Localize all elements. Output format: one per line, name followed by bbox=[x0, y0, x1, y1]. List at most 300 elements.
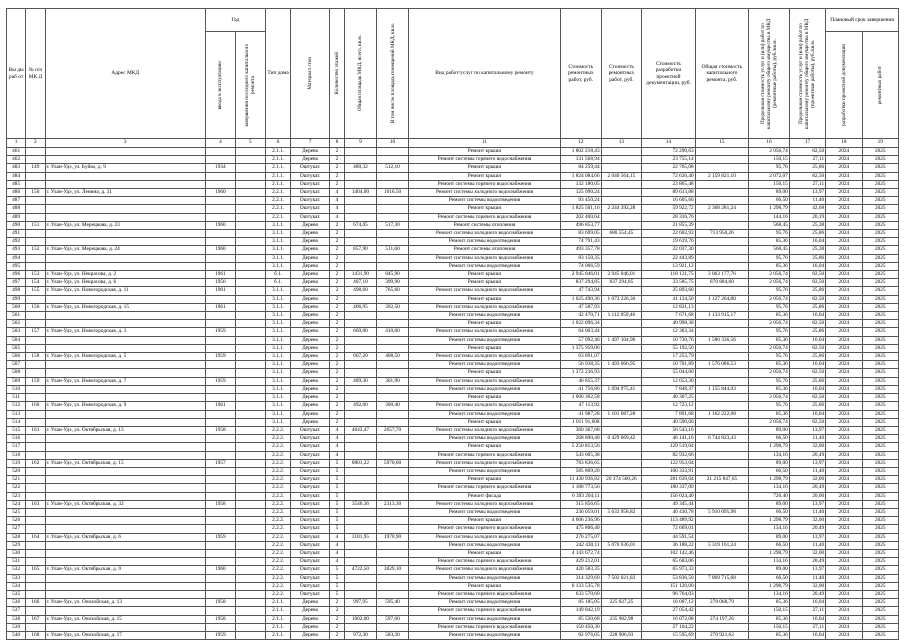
cell-total-area bbox=[344, 508, 376, 516]
cell-wall-material: Дерево bbox=[291, 615, 330, 623]
cell-house-type: 2.2.2. bbox=[265, 590, 291, 598]
cell-deadline-design: 2024 bbox=[826, 156, 862, 164]
cell-deadline-design: 2024 bbox=[826, 533, 862, 541]
cell-work-type: Ремонт системы холодного водоснабжения bbox=[409, 254, 561, 262]
cell-deadline-repair: 2025 bbox=[862, 221, 898, 229]
cell-floors: 2 bbox=[329, 385, 344, 393]
cell-year-repair bbox=[235, 623, 265, 631]
cell-mkd-number: 161 bbox=[26, 426, 45, 434]
cell-repair-cost: 74 791,43 bbox=[560, 238, 601, 246]
cell-work-type: Ремонт крыши bbox=[409, 295, 561, 303]
cell-limit-design: 25,86 bbox=[789, 287, 825, 295]
cell-repair-cost: 46 855,37 bbox=[560, 377, 601, 385]
cell-premises-area bbox=[377, 213, 409, 221]
cell-premises-area: 517,30 bbox=[377, 221, 409, 229]
cell-work-type: Ремонт системы холодного водоснабжения bbox=[409, 566, 561, 574]
cell-mkd-number bbox=[26, 336, 45, 344]
cell-design-cost: 10 701,89 bbox=[642, 361, 695, 369]
cell-address bbox=[45, 410, 205, 418]
cell-design-cost: 12 723,12 bbox=[642, 402, 695, 410]
cell-total-area: 1404,00 bbox=[344, 189, 376, 197]
cell-year-repair bbox=[235, 148, 265, 156]
cell-row-number: 484 bbox=[7, 172, 26, 180]
cell-address: г. Улан-Удэ, ул. Новогородская, д. 9 bbox=[45, 402, 205, 410]
cell-floors: 2 bbox=[329, 599, 344, 607]
cell-mkd-number: 150 bbox=[26, 189, 45, 197]
cell-year-commission bbox=[205, 254, 235, 262]
cell-repair-cost: 242 430,11 bbox=[560, 541, 601, 549]
cell-deadline-repair: 2025 bbox=[862, 484, 898, 492]
cell-limit-repair: 89,00 bbox=[749, 566, 790, 574]
cell-total-cost bbox=[695, 590, 748, 598]
cell-floors: 4 bbox=[329, 533, 344, 541]
cell-deadline-repair: 2025 bbox=[862, 213, 898, 221]
cell-wall-material: Оштукат. bbox=[291, 500, 330, 508]
cell-repair-cost: 1 180 773,56 bbox=[560, 484, 601, 492]
cell-year-repair bbox=[235, 328, 265, 336]
table-row bbox=[7, 615, 899, 623]
column-number: 13 bbox=[601, 139, 642, 148]
table-row bbox=[7, 287, 899, 295]
cell-design-cost: 151 120,00 bbox=[642, 582, 695, 590]
cell-repair-cost: 74 066,59 bbox=[560, 262, 601, 270]
cell-mkd-number bbox=[26, 238, 45, 246]
cell-floors: 2 bbox=[329, 402, 344, 410]
cell-repair-cost-total bbox=[601, 189, 642, 197]
cell-mkd-number bbox=[26, 148, 45, 156]
cell-address: г. Улан-Удэ, ул. Мерецкова, д. 24 bbox=[45, 246, 205, 254]
cell-deadline-design: 2024 bbox=[826, 164, 862, 172]
cell-repair-cost: 420 583,35 bbox=[560, 566, 601, 574]
cell-floors: 5 bbox=[329, 467, 344, 475]
cell-year-repair bbox=[235, 517, 265, 525]
cell-mkd-number bbox=[26, 180, 45, 188]
cell-year-repair bbox=[235, 271, 265, 279]
cell-year-commission: 1959 bbox=[205, 328, 235, 336]
table-row bbox=[7, 574, 899, 582]
cell-deadline-repair: 2025 bbox=[862, 303, 898, 311]
cell-design-cost: 12 831,13 bbox=[642, 303, 695, 311]
cell-row-number: 540 bbox=[7, 631, 26, 639]
cell-wall-material: Дерево bbox=[291, 607, 330, 615]
cell-design-cost: 55 044,00 bbox=[642, 369, 695, 377]
cell-limit-design: 25,86 bbox=[789, 353, 825, 361]
cell-deadline-design: 2024 bbox=[826, 287, 862, 295]
cell-house-type: 2.2.2. bbox=[265, 533, 291, 541]
cell-work-type: Ремонт системы водоотведения bbox=[409, 467, 561, 475]
cell-repair-cost: 93 450,24 bbox=[560, 197, 601, 205]
table-row bbox=[7, 303, 899, 311]
cell-limit-design: 82,50 bbox=[789, 369, 825, 377]
cell-work-type: Ремонт системы горячего водоснабжения bbox=[409, 607, 561, 615]
cell-repair-cost: 41 756,86 bbox=[560, 385, 601, 393]
cell-limit-design: 32,00 bbox=[789, 517, 825, 525]
cell-row-number: 500 bbox=[7, 303, 26, 311]
table-row bbox=[7, 476, 899, 484]
cell-deadline-repair: 2025 bbox=[862, 312, 898, 320]
cell-limit-repair: 95,76 bbox=[749, 377, 790, 385]
cell-total-cost bbox=[695, 213, 748, 221]
cell-total-area bbox=[344, 590, 376, 598]
cell-design-cost: 36 188,22 bbox=[642, 541, 695, 549]
cell-house-type: 3.1.1. bbox=[265, 221, 291, 229]
cell-year-repair bbox=[235, 205, 265, 213]
cell-limit-design: 20,49 bbox=[789, 558, 825, 566]
cell-house-type: 3.1.1. bbox=[265, 320, 291, 328]
cell-repair-cost-total bbox=[601, 262, 642, 270]
cell-premises-area: 399,90 bbox=[377, 279, 409, 287]
cell-year-commission bbox=[205, 205, 235, 213]
cell-total-cost: 5 910 095,98 bbox=[695, 508, 748, 516]
cell-work-type: Ремонт системы водоотведения bbox=[409, 262, 561, 270]
cell-total-cost bbox=[695, 566, 748, 574]
cell-floors: 2 bbox=[329, 287, 344, 295]
cell-repair-cost: 131 568,94 bbox=[560, 156, 601, 164]
cell-floors: 2 bbox=[329, 164, 344, 172]
cell-repair-cost: 268 890,40 bbox=[560, 435, 601, 443]
cell-wall-material: Дерево bbox=[291, 631, 330, 639]
cell-wall-material: Дерево bbox=[291, 320, 330, 328]
cell-limit-repair: 2 056,74 bbox=[749, 271, 790, 279]
cell-floors: 4 bbox=[329, 558, 344, 566]
cell-year-repair bbox=[235, 426, 265, 434]
cell-total-cost bbox=[695, 320, 748, 328]
cell-total-cost bbox=[695, 148, 748, 156]
cell-total-area: 1431,90 bbox=[344, 271, 376, 279]
cell-limit-repair: 85,36 bbox=[749, 385, 790, 393]
cell-wall-material: Дерево bbox=[291, 344, 330, 352]
cell-limit-design: 25,86 bbox=[789, 164, 825, 172]
cell-deadline-repair: 2025 bbox=[862, 246, 898, 254]
cell-mkd-number: 156 bbox=[26, 303, 45, 311]
cell-floors: 2 bbox=[329, 607, 344, 615]
cell-total-area: 3546,36 bbox=[344, 500, 376, 508]
cell-repair-cost-total: 5 070 636,01 bbox=[601, 541, 642, 549]
cell-total-cost bbox=[695, 344, 748, 352]
cell-repair-cost-total bbox=[601, 402, 642, 410]
cell-work-type: Ремонт системы горячего водоснабжения bbox=[409, 484, 561, 492]
cell-year-repair bbox=[235, 508, 265, 516]
cell-work-type: Ремонт системы холодного водоснабжения bbox=[409, 533, 561, 541]
cell-address bbox=[45, 623, 205, 631]
table-row bbox=[7, 549, 899, 557]
cell-premises-area bbox=[377, 205, 409, 213]
table-row bbox=[7, 385, 899, 393]
cell-deadline-design: 2024 bbox=[826, 369, 862, 377]
cell-repair-cost-total bbox=[601, 517, 642, 525]
cell-year-commission bbox=[205, 385, 235, 393]
cell-deadline-repair: 2025 bbox=[862, 451, 898, 459]
table-row bbox=[7, 295, 899, 303]
cell-address: г. Улан-Удэ, ул. Новогородская, д. 3 bbox=[45, 328, 205, 336]
cell-row-number: 461 bbox=[7, 148, 26, 156]
table-row bbox=[7, 238, 899, 246]
cell-house-type: 2.1.1. bbox=[265, 164, 291, 172]
cell-deadline-repair: 2025 bbox=[862, 517, 898, 525]
cell-wall-material: Оштукат. bbox=[291, 574, 330, 582]
cell-total-area bbox=[344, 180, 376, 188]
cell-limit-repair: 150,15 bbox=[749, 623, 790, 631]
cell-limit-design: 11,40 bbox=[789, 574, 825, 582]
cell-repair-cost: 63 891,07 bbox=[560, 353, 601, 361]
cell-row-number: 516 bbox=[7, 435, 26, 443]
cell-year-commission bbox=[205, 336, 235, 344]
cell-address bbox=[45, 369, 205, 377]
table-row bbox=[7, 443, 899, 451]
cell-year-commission bbox=[205, 410, 235, 418]
cell-floors: 5 bbox=[329, 508, 344, 516]
cell-limit-repair: 726,40 bbox=[749, 492, 790, 500]
cell-repair-cost: 47 743,94 bbox=[560, 287, 601, 295]
cell-premises-area bbox=[377, 369, 409, 377]
cell-deadline-design: 2024 bbox=[826, 467, 862, 475]
cell-row-number: 504 bbox=[7, 336, 26, 344]
cell-wall-material: Оштукат. bbox=[291, 189, 330, 197]
cell-row-number: 487 bbox=[7, 197, 26, 205]
cell-design-cost: 72 290,63 bbox=[642, 148, 695, 156]
cell-house-type: 3.1.1. bbox=[265, 385, 291, 393]
table-row bbox=[7, 418, 899, 426]
cell-house-type: 3.1.1. bbox=[265, 336, 291, 344]
cell-design-cost: 72 669,01 bbox=[642, 525, 695, 533]
cell-repair-cost-total bbox=[601, 566, 642, 574]
cell-deadline-design: 2024 bbox=[826, 631, 862, 639]
cell-repair-cost: 585 809,20 bbox=[560, 467, 601, 475]
cell-deadline-design: 2024 bbox=[826, 303, 862, 311]
cell-premises-area: 583,30 bbox=[377, 631, 409, 639]
cell-deadline-design: 2024 bbox=[826, 607, 862, 615]
column-number: 14 bbox=[642, 139, 695, 148]
cell-deadline-repair: 2025 bbox=[862, 558, 898, 566]
cell-total-cost bbox=[695, 377, 748, 385]
cell-deadline-repair: 2025 bbox=[862, 566, 898, 574]
cell-address bbox=[45, 385, 205, 393]
cell-year-commission: 1960 bbox=[205, 566, 235, 574]
cell-wall-material: Оштукат. bbox=[291, 484, 330, 492]
cell-address bbox=[45, 574, 205, 582]
cell-total-area bbox=[344, 418, 376, 426]
cell-total-area bbox=[344, 476, 376, 484]
table-row bbox=[7, 262, 899, 270]
cell-address bbox=[45, 443, 205, 451]
cell-design-cost: 21 855,39 bbox=[642, 221, 695, 229]
cell-deadline-repair: 2025 bbox=[862, 180, 898, 188]
cell-deadline-design: 2024 bbox=[826, 172, 862, 180]
cell-floors: 5 bbox=[329, 517, 344, 525]
cell-limit-repair: 95,76 bbox=[749, 402, 790, 410]
cell-deadline-design: 2024 bbox=[826, 295, 862, 303]
cell-limit-repair: 66,50 bbox=[749, 197, 790, 205]
cell-row-number: 522 bbox=[7, 484, 26, 492]
cell-repair-cost-total bbox=[601, 344, 642, 352]
cell-house-type: 2.2.2. bbox=[265, 435, 291, 443]
cell-limit-repair: 2 072,07 bbox=[749, 172, 790, 180]
cell-deadline-design: 2024 bbox=[826, 213, 862, 221]
cell-year-repair bbox=[235, 459, 265, 467]
cell-premises-area: 2657,70 bbox=[377, 426, 409, 434]
cell-row-number: 462 bbox=[7, 156, 26, 164]
cell-mkd-number bbox=[26, 484, 45, 492]
cell-mkd-number bbox=[26, 590, 45, 598]
cell-limit-repair: 150,15 bbox=[749, 156, 790, 164]
cell-work-type: Ремонт системы холодного водоснабжения bbox=[409, 459, 561, 467]
cell-design-cost: 40 430,78 bbox=[642, 508, 695, 516]
cell-repair-cost-total bbox=[601, 303, 642, 311]
cell-deadline-design: 2024 bbox=[826, 402, 862, 410]
cell-deadline-repair: 2025 bbox=[862, 402, 898, 410]
cell-design-cost: 89 613,88 bbox=[642, 189, 695, 197]
cell-house-type: 3.1.1. bbox=[265, 303, 291, 311]
cell-premises-area bbox=[377, 418, 409, 426]
cell-address: г. Улан-Удэ, ул. Октябрьская, д. 32 bbox=[45, 500, 205, 508]
table-row bbox=[7, 336, 899, 344]
cell-year-commission: 1960 bbox=[205, 189, 235, 197]
cell-total-cost: 7 869 715,68 bbox=[695, 574, 748, 582]
cell-house-type: 2.2.2. bbox=[265, 566, 291, 574]
cell-year-commission bbox=[205, 607, 235, 615]
cell-limit-repair: 1 298,79 bbox=[749, 205, 790, 213]
cell-work-type: Ремонт системы водоотведения bbox=[409, 312, 561, 320]
header-year-commission: ввода в эксплуатацию bbox=[205, 32, 235, 139]
cell-work-type: Ремонт системы горячего водоснабжения bbox=[409, 623, 561, 631]
cell-design-cost: 65 603,06 bbox=[642, 558, 695, 566]
cell-year-repair bbox=[235, 172, 265, 180]
cell-limit-design: 82,50 bbox=[789, 148, 825, 156]
cell-total-area: 489,30 bbox=[344, 377, 376, 385]
cell-mkd-number bbox=[26, 254, 45, 262]
cell-premises-area: 1016,50 bbox=[377, 189, 409, 197]
cell-year-repair bbox=[235, 492, 265, 500]
cell-row-number: 506 bbox=[7, 353, 26, 361]
cell-work-type: Ремонт системы холодного водоснабжения bbox=[409, 377, 561, 385]
cell-floors: 2 bbox=[329, 623, 344, 631]
cell-deadline-design: 2024 bbox=[826, 353, 862, 361]
cell-premises-area bbox=[377, 467, 409, 475]
table-row bbox=[7, 254, 899, 262]
cell-year-repair bbox=[235, 262, 265, 270]
cell-total-cost bbox=[695, 303, 748, 311]
cell-row-number: 496 bbox=[7, 271, 26, 279]
cell-deadline-design: 2024 bbox=[826, 254, 862, 262]
cell-year-commission: 1957 bbox=[205, 459, 235, 467]
cell-repair-cost: 83 699,05 bbox=[560, 230, 601, 238]
cell-row-number: 511 bbox=[7, 394, 26, 402]
cell-wall-material: Оштукат. bbox=[291, 451, 330, 459]
cell-wall-material: Дерево bbox=[291, 279, 330, 287]
cell-year-repair bbox=[235, 582, 265, 590]
cell-floors: 5 bbox=[329, 492, 344, 500]
cell-design-cost: 40 367,25 bbox=[642, 394, 695, 402]
cell-total-area bbox=[344, 525, 376, 533]
cell-wall-material: Оштукат. bbox=[291, 558, 330, 566]
cell-repair-cost-total: 1 094 975,41 bbox=[601, 385, 642, 393]
cell-work-type: Ремонт крыши bbox=[409, 517, 561, 525]
cell-repair-cost-total: 1 112 059,46 bbox=[601, 312, 642, 320]
cell-year-repair bbox=[235, 361, 265, 369]
cell-mkd-number: 163 bbox=[26, 500, 45, 508]
cell-mkd-number: 166 bbox=[26, 599, 45, 607]
cell-limit-design: 16,04 bbox=[789, 631, 825, 639]
cell-repair-cost: 496 853,77 bbox=[560, 221, 601, 229]
cell-total-cost bbox=[695, 246, 748, 254]
cell-wall-material: Дерево bbox=[291, 254, 330, 262]
cell-floors: 2 bbox=[329, 361, 344, 369]
cell-mkd-number bbox=[26, 361, 45, 369]
cell-total-cost: 1 155 844,03 bbox=[695, 385, 748, 393]
cell-premises-area bbox=[377, 230, 409, 238]
cell-design-cost: 22 765,08 bbox=[642, 164, 695, 172]
cell-address: г. Улан-Удэ, ул. Октябрьская, д. 9 bbox=[45, 566, 205, 574]
table-row bbox=[7, 320, 899, 328]
table-row bbox=[7, 623, 899, 631]
cell-repair-cost-total bbox=[601, 287, 642, 295]
cell-limit-design: 25,38 bbox=[789, 246, 825, 254]
cell-limit-repair: 95,76 bbox=[749, 287, 790, 295]
cell-year-repair bbox=[235, 615, 265, 623]
cell-total-area: 674,05 bbox=[344, 221, 376, 229]
cell-deadline-design: 2024 bbox=[826, 500, 862, 508]
cell-total-cost bbox=[695, 402, 748, 410]
cell-wall-material: Оштукат. bbox=[291, 492, 330, 500]
cell-year-commission bbox=[205, 238, 235, 246]
cell-repair-cost: 1 025 490,36 bbox=[560, 295, 601, 303]
cell-repair-cost: 41 987,28 bbox=[560, 410, 601, 418]
cell-mkd-number: 151 bbox=[26, 221, 45, 229]
header-wall-material: Материал стен bbox=[291, 9, 330, 139]
cell-house-type: 3.1.1. bbox=[265, 394, 291, 402]
cell-work-type: Ремонт системы водоотведения bbox=[409, 541, 561, 549]
cell-deadline-repair: 2025 bbox=[862, 148, 898, 156]
cell-design-cost: 19 619,76 bbox=[642, 238, 695, 246]
cell-repair-cost: 429 212,01 bbox=[560, 558, 601, 566]
cell-address: г. Улан-Удэ, ул. Некрасова, д. 6 bbox=[45, 279, 205, 287]
cell-limit-design: 82,50 bbox=[789, 279, 825, 287]
cell-floors: 4 bbox=[329, 435, 344, 443]
cell-year-commission: 1961 bbox=[205, 402, 235, 410]
cell-total-area: 406,95 bbox=[344, 303, 376, 311]
cell-wall-material: Оштукат. bbox=[291, 426, 330, 434]
cell-total-area bbox=[344, 541, 376, 549]
cell-wall-material: Оштукат. bbox=[291, 213, 330, 221]
cell-limit-design: 25,86 bbox=[789, 402, 825, 410]
table-row bbox=[7, 541, 899, 549]
cell-row-number: 508 bbox=[7, 369, 26, 377]
cell-row-number: 517 bbox=[7, 443, 26, 451]
cell-wall-material: Оштукат. bbox=[291, 541, 330, 549]
cell-repair-cost: 1 825 501,16 bbox=[560, 205, 601, 213]
cell-row-number: 498 bbox=[7, 287, 26, 295]
cell-limit-design: 25,86 bbox=[789, 377, 825, 385]
cell-design-cost: 122 953,04 bbox=[642, 459, 695, 467]
cell-row-number: 489 bbox=[7, 213, 26, 221]
cell-total-area: 3101,95 bbox=[344, 533, 376, 541]
cell-total-area: 857,90 bbox=[344, 246, 376, 254]
cell-design-cost: 72 626,40 bbox=[642, 172, 695, 180]
cell-total-area bbox=[344, 361, 376, 369]
cell-row-number: 527 bbox=[7, 525, 26, 533]
cell-limit-design: 16,04 bbox=[789, 312, 825, 320]
cell-deadline-design: 2024 bbox=[826, 492, 862, 500]
cell-deadline-design: 2024 bbox=[826, 549, 862, 557]
cell-premises-area bbox=[377, 508, 409, 516]
cell-premises-area bbox=[377, 525, 409, 533]
cell-total-cost bbox=[695, 426, 748, 434]
cell-repair-cost-total: 1 101 087,28 bbox=[601, 410, 642, 418]
cell-work-type: Ремонт крыши bbox=[409, 271, 561, 279]
cell-limit-repair: 89,00 bbox=[749, 189, 790, 197]
cell-year-repair bbox=[235, 369, 265, 377]
cell-row-number: 497 bbox=[7, 279, 26, 287]
